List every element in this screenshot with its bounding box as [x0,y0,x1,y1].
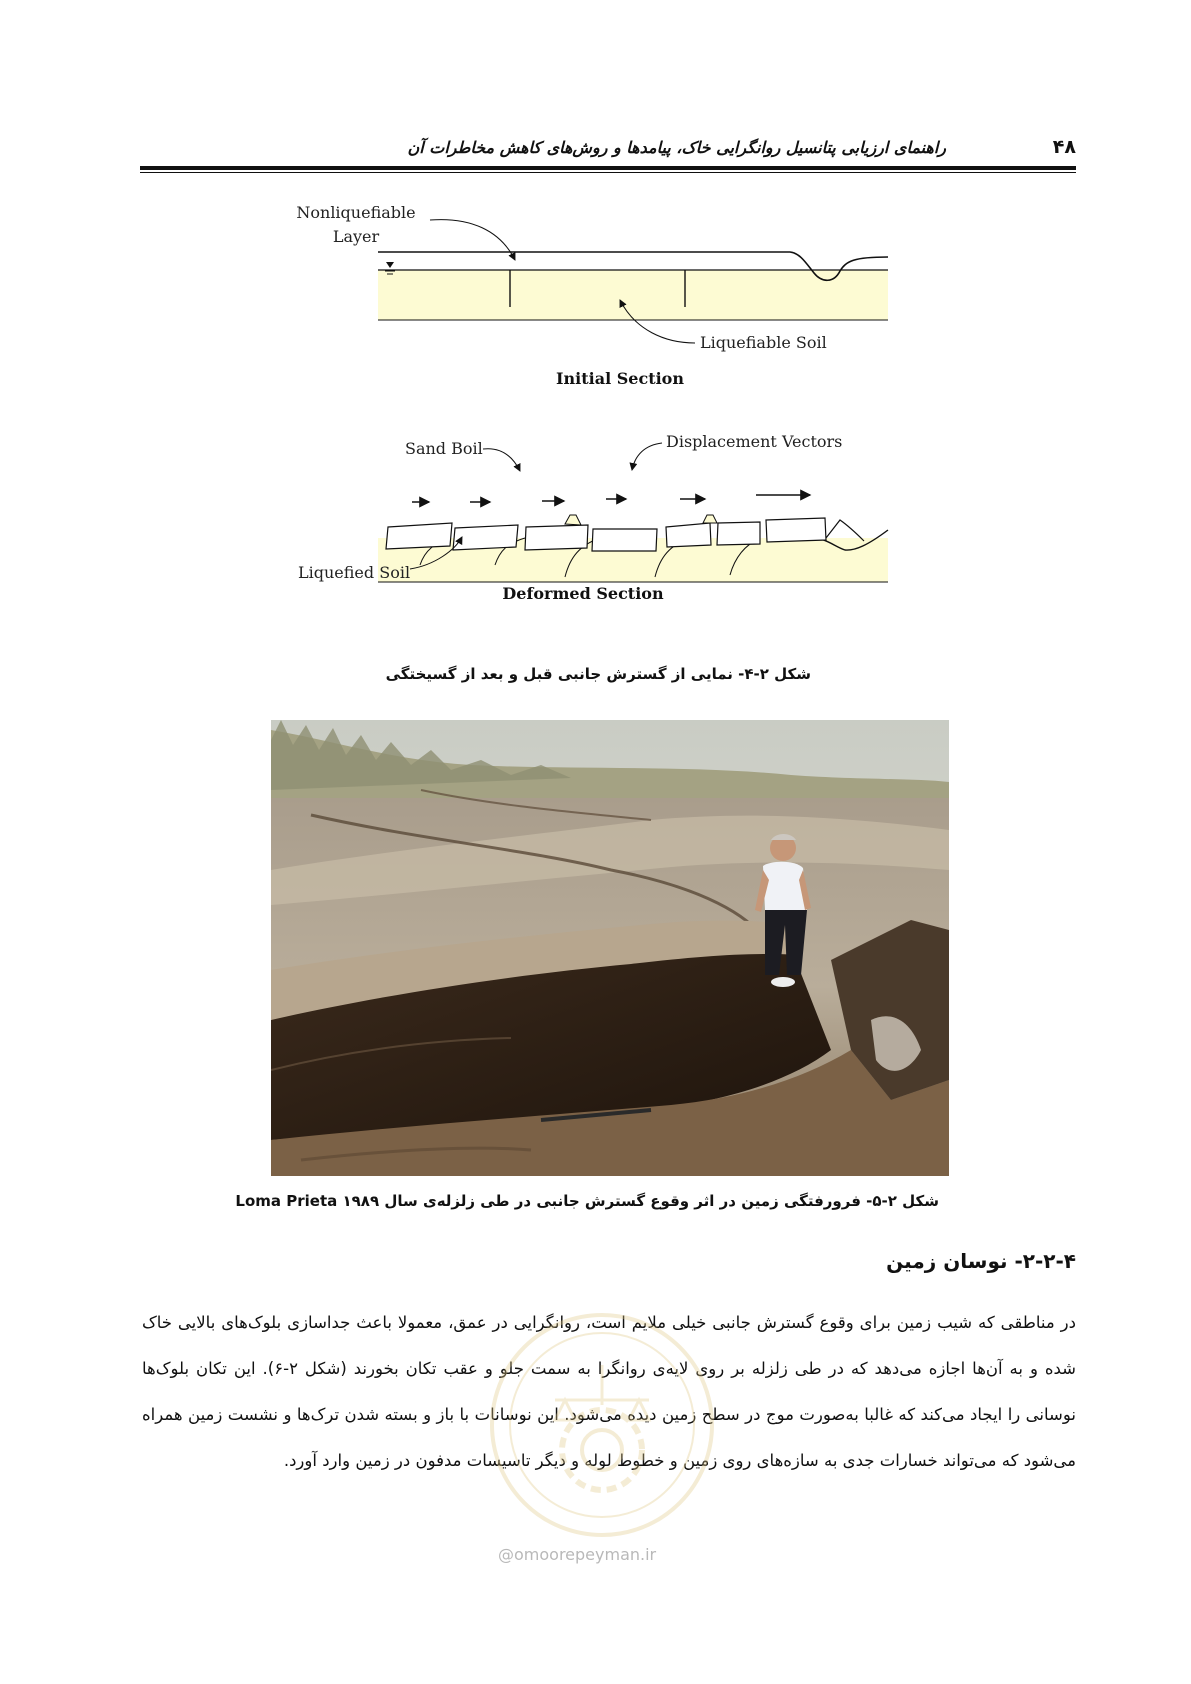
photo-illustration [271,720,949,1176]
figure-caption-2-4: شکل ۲-۴- نمایی از گسترش جانبی قبل و بعد از گسیختگی [385,665,811,683]
nonliquefiable-layer [378,252,888,270]
sand-boil-mound [703,515,717,523]
displacement-vectors [412,495,810,502]
watermark-logo-icon [485,1305,720,1545]
sand-boil-mound [565,515,581,525]
watermark-url: @omoorepeyman.ir [498,1545,657,1564]
sand-boil-pointer [483,449,520,471]
label-liquefied-soil: Liquefied Soil [298,563,411,582]
running-title: راهنمای ارزیابی پتانسیل روانگرایی خاک، پیامدها و روش‌های کاهش مخاطرات آن [407,138,946,157]
initial-section-title: Initial Section [556,369,684,388]
label-layer: Layer [332,227,380,246]
page-header [140,130,1076,164]
watermark-seal [485,1305,720,1545]
section-heading: ۲-۲-۴- نوسان زمین [886,1249,1076,1273]
initial-section [296,205,888,388]
deformed-section-title: Deformed Section [502,584,664,603]
deformed-toe [826,520,864,541]
displacement-pointer [632,443,662,470]
deformed-section [298,432,888,603]
header-rule-thin [140,172,1076,173]
ground-fissure-photo [271,720,949,1176]
lateral-spread-svg [290,205,910,645]
label-sand-boil: Sand Boil [405,439,483,458]
label-liquefiable-soil: Liquefiable Soil [700,333,827,352]
label-nonliquefiable: Nonliquefiable [296,205,416,222]
label-displacement-vectors: Displacement Vectors [666,432,843,451]
page-number: ۴۸ [1052,136,1076,158]
lateral-spread-diagram [290,205,910,645]
header-rule [140,166,1076,170]
liquefiable-soil-layer [378,270,888,320]
section-paragraph: در مناطقی که شیب زمین برای وقوع گسترش جانبی خیلی ملایم است، روانگرایی در عمق، معمولا باعث جداسازی بلوک‌های بالایی خاک شده و به آن‌ها اجازه می‌دهد که در طی زلزله بر روی لایه‌ی روانگرا به سمت جلو و عقب تکان بخورند (شکل ۲-۶). این تکان بلوک‌ها نوسانی را ایجاد می‌کند که غالبا به‌صورت موج در سطح زمین دیده می‌شود. این نوسانات با باز و بسته شدن ترک‌ها و نشست زمین همراه می‌شود که می‌تواند خسارات جدی به سازه‌های روی زمین و خطوط لوله و دیگر تاسیسات مدفون در زمین وارد آورد. [142,1313,1077,1470]
figure-caption-2-5: شکل ۲-۵- فرورفتگی زمین در اثر وقوع گسترش جانبی در طی زلزله‌ی سال ۱۹۸۹ Loma Prieta [235,1192,939,1210]
